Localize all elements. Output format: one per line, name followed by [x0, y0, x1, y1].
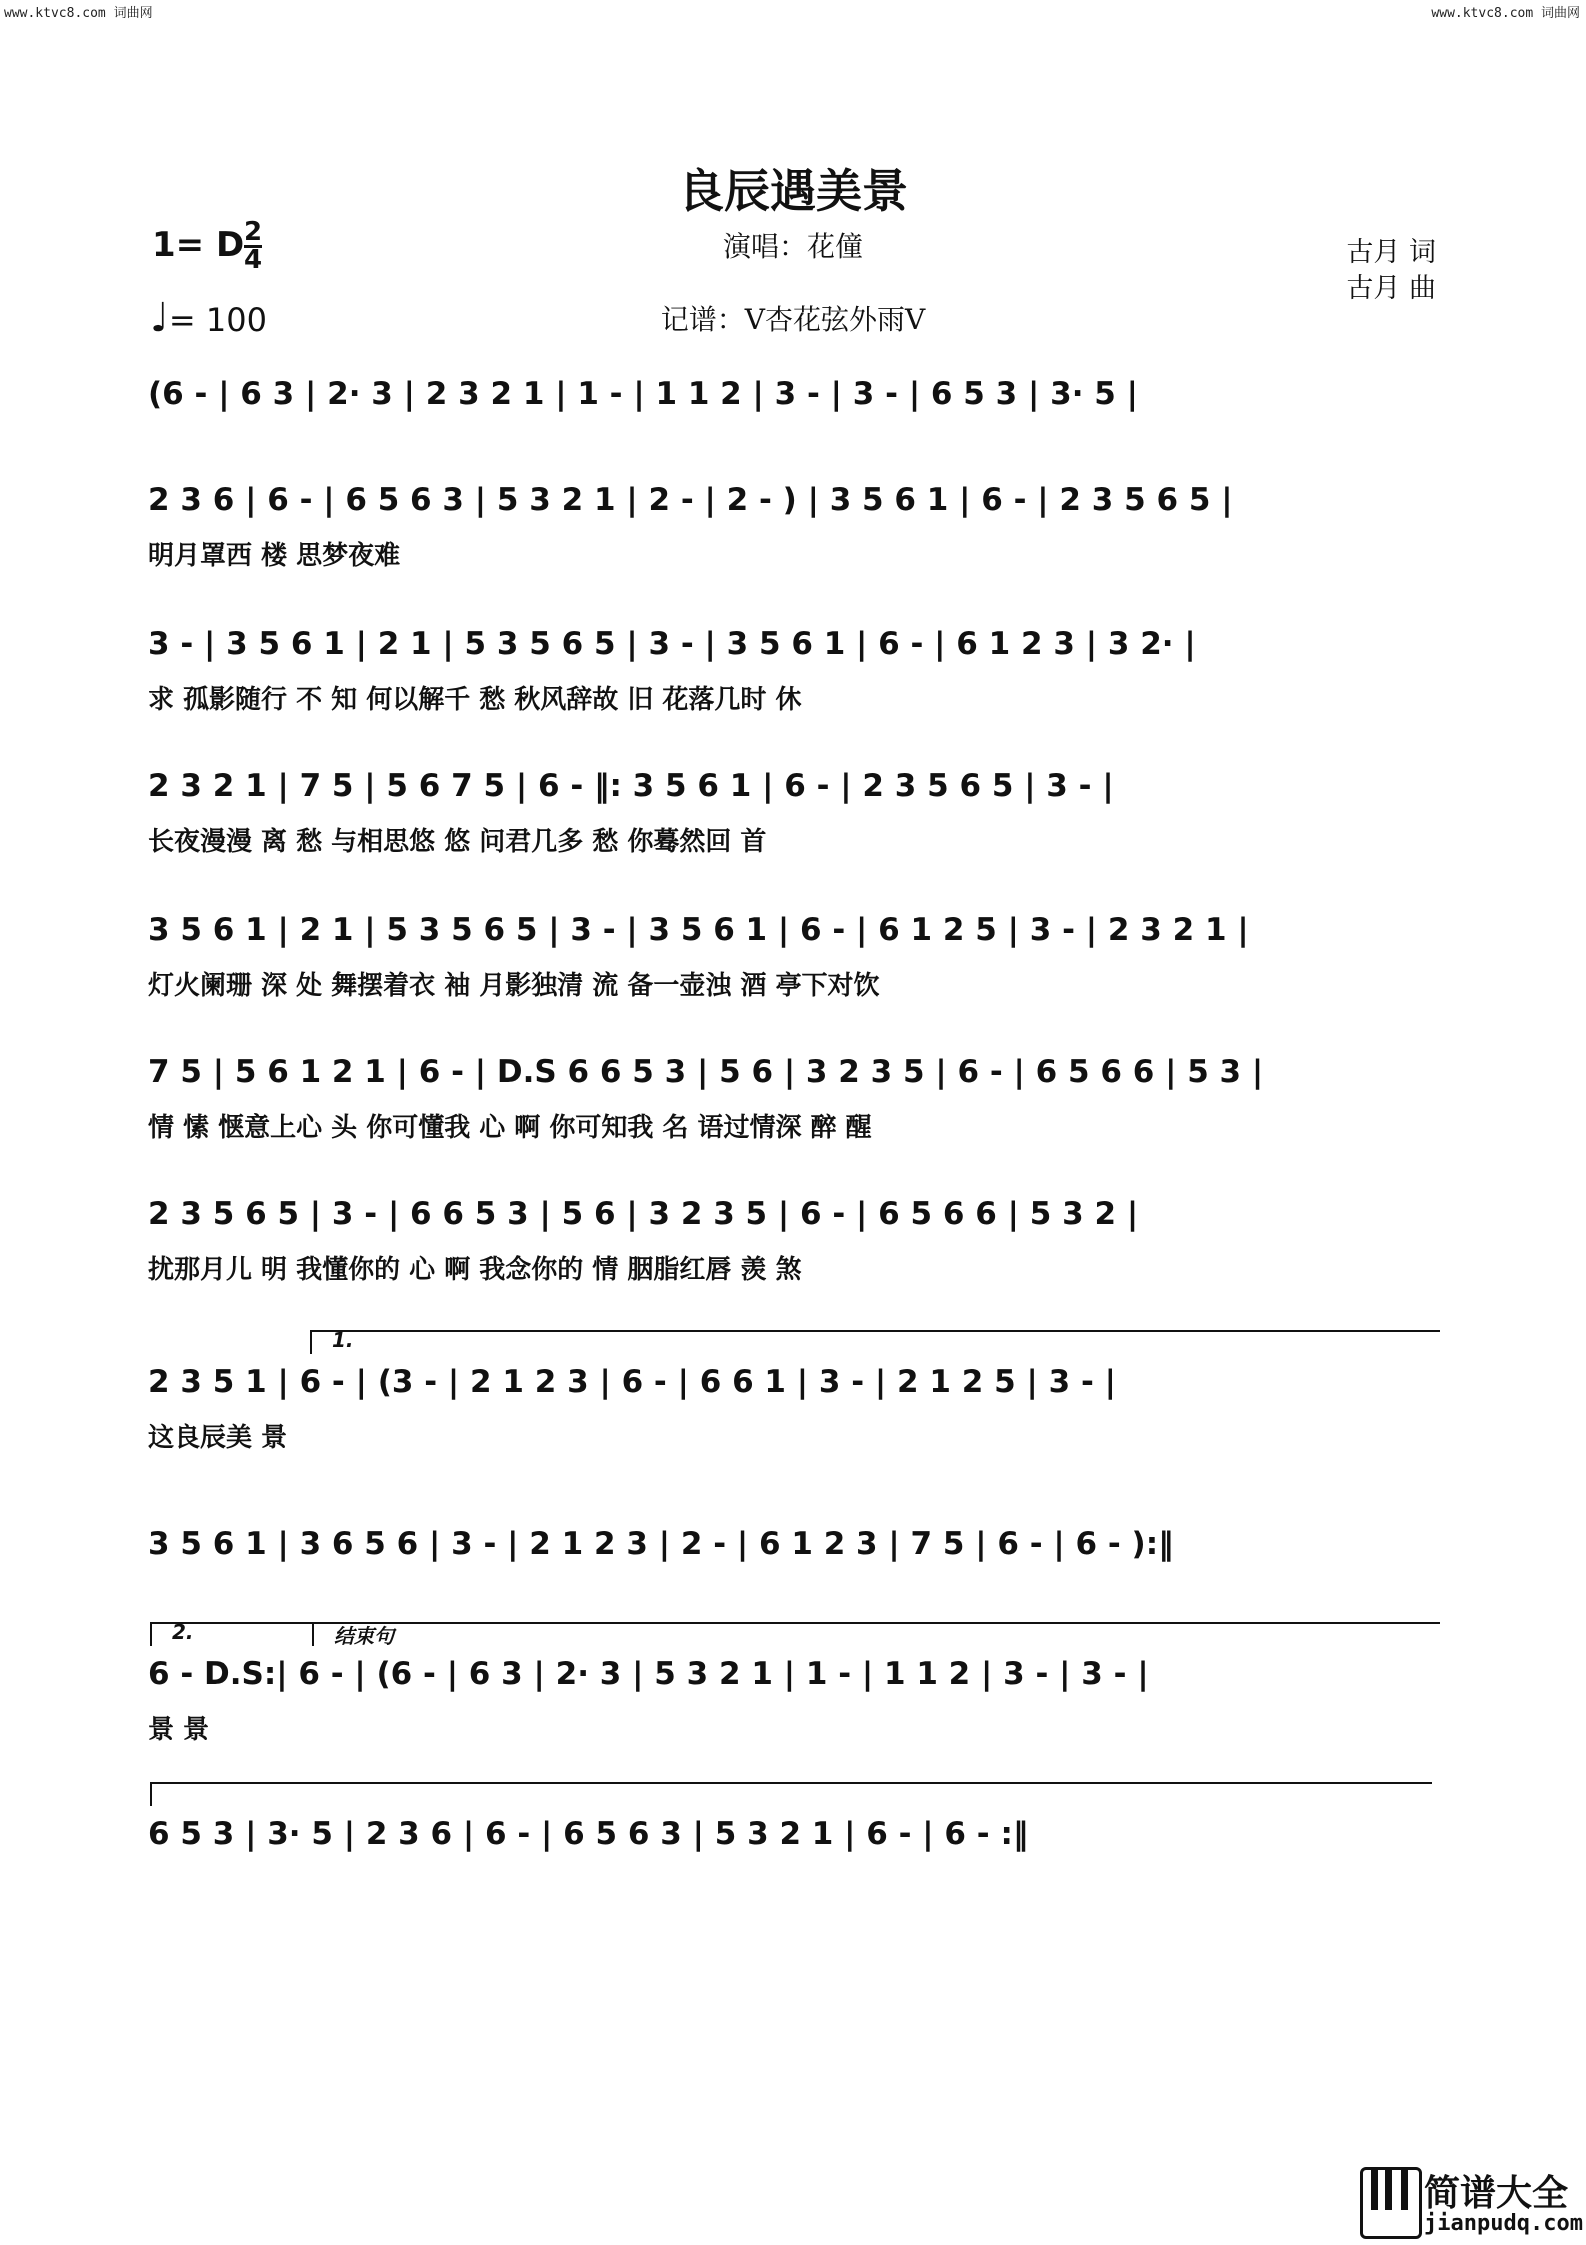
score-row [148, 764, 1438, 860]
transcriber: 记谱：V杏花弦外雨V [660, 303, 926, 336]
notation-line: 6 5 3 | 3· 5 | 2 3 6 | 6 - | 6 5 6 3 | 5 3 2 1 | 6 - | 6 - :‖ [148, 1816, 1029, 1852]
lyric-line: 扰那月儿 明 我懂你的 心 啊 我念你的 情 胭脂红唇 羡 煞 [148, 1255, 802, 1285]
score-row [148, 1522, 1438, 1618]
song-title: 良辰遇美景 [678, 164, 908, 218]
tempo-value: = 100 [168, 301, 267, 339]
notation-line: 2 3 5 1 | 6 - | (3 - | 2 1 2 3 | 6 - | 6 6 1 | 3 - | 2 1 2 5 | 3 - | [148, 1364, 1116, 1400]
notation-line: 3 - | 3 5 6 1 | 2 1 | 5 3 5 6 5 | 3 - | 3 5 6 1 | 6 - | 6 1 2 3 | 3 2· | [148, 626, 1196, 662]
lyric-line: 灯火阑珊 深 处 舞摆着衣 袖 月影独清 流 备一壶浊 酒 亭下对饮 [148, 971, 880, 1001]
ending-bracket: 结束句 [312, 1622, 1440, 1646]
volta-bracket-1: 1. [310, 1330, 1440, 1354]
lyricist: 古月 词 [1346, 237, 1436, 268]
score-row [148, 478, 1438, 574]
score-row [148, 1812, 1438, 1908]
time-top: 2 [244, 217, 263, 247]
lyric-line: 明月罩西 楼 思梦夜难 [148, 541, 401, 571]
notation-line: 3 5 6 1 | 2 1 | 5 3 5 6 5 | 3 - | 3 5 6 1 | 6 - | 6 1 2 5 | 3 - | 2 3 2 1 | [148, 912, 1249, 948]
lyric-line: 情 愫 惬意上心 头 你可懂我 心 啊 你可知我 名 语过情深 醉 醒 [148, 1113, 872, 1143]
piano-icon [1360, 2167, 1422, 2239]
lyric-line: 长夜漫漫 离 愁 与相思悠 悠 问君几多 愁 你蓦然回 首 [148, 827, 767, 857]
lyric-line [148, 1872, 1438, 1908]
lyric-line [148, 1582, 1438, 1618]
notation-line: (6 - | 6 3 | 2· 3 | 2 3 2 1 | 1 - | 1 1 2 | 3 - | 3 - | 6 5 3 | 3· 5 | [148, 376, 1138, 412]
notation-line: 7 5 | 5 6 1 2 1 | 6 - | D.S 6 6 5 3 | 5 6 | 3 2 3 5 | 6 - | 6 5 6 6 | 5 3 | [148, 1054, 1264, 1090]
ending-bracket-line [150, 1782, 1432, 1806]
quarter-note-icon: ♩ [150, 295, 169, 341]
score-row [148, 908, 1438, 1004]
lyric-line [148, 432, 1438, 468]
lyric-line: 这良辰美 景 [148, 1423, 288, 1453]
score-row [148, 1192, 1438, 1288]
tempo [150, 295, 267, 341]
score-row [148, 622, 1438, 718]
score-row [148, 372, 1438, 468]
score-row [148, 1652, 1438, 1748]
time-bottom: 4 [244, 245, 263, 275]
singer: 演唱：花僮 [722, 230, 863, 263]
logo-url: jianpudq.com [1424, 2211, 1583, 2236]
watermark-left: www.ktvc8.com 词曲网 [4, 6, 153, 21]
lyric-line: 景 景 [148, 1715, 210, 1745]
score-row [148, 1050, 1438, 1146]
notation-line: 3 5 6 1 | 3 6 5 6 | 3 - | 2 1 2 3 | 2 - | 6 1 2 3 | 7 5 | 6 - | 6 - ):‖ [148, 1526, 1174, 1562]
score-row [148, 1360, 1438, 1456]
lyric-line: 求 孤影随行 不 知 何以解千 愁 秋风辞故 旧 花落几时 休 [148, 685, 802, 715]
site-logo [1360, 2165, 1583, 2241]
credits [1346, 235, 1436, 307]
watermark-right: www.ktvc8.com 词曲网 [1431, 6, 1580, 21]
notation-line: 6 - D.S:| 6 - | (6 - | 6 3 | 2· 3 | 5 3 2 1 | 1 - | 1 1 2 | 3 - | 3 - | [148, 1656, 1149, 1692]
logo-text: 简谱大全 [1424, 2173, 1569, 2214]
volta-bracket-2: 2. [150, 1622, 312, 1646]
notation-line: 2 3 2 1 | 7 5 | 5 6 7 5 | 6 - ‖: 3 5 6 1 | 6 - | 2 3 5 6 5 | 3 - | [148, 768, 1114, 804]
notation-line: 2 3 6 | 6 - | 6 5 6 3 | 5 3 2 1 | 2 - | 2 - ) | 3 5 6 1 | 6 - | 2 3 5 6 5 | [148, 482, 1233, 518]
time-signature [244, 217, 263, 275]
key-signature: 1= D [152, 225, 245, 265]
composer: 古月 曲 [1346, 273, 1436, 304]
notation-line: 2 3 5 6 5 | 3 - | 6 6 5 3 | 5 6 | 3 2 3 5 | 6 - | 6 5 6 6 | 5 3 2 | [148, 1196, 1139, 1232]
